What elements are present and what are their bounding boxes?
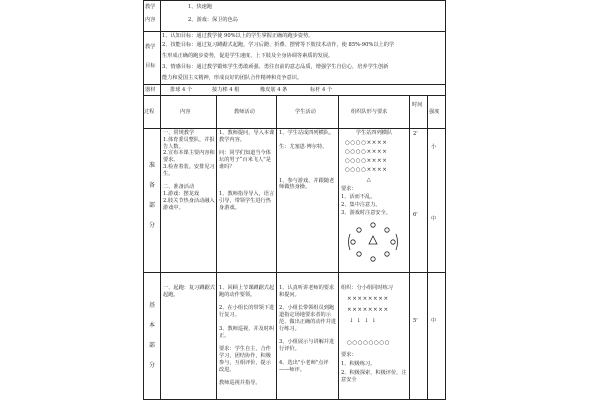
- prep-requirement: 2、集中注意力。: [341, 202, 381, 208]
- col-divider: [160, 0, 161, 400]
- prep-section-label-char: 备: [148, 182, 155, 189]
- basic-section-label-char: 部: [148, 342, 155, 349]
- player-mark: [385, 252, 389, 256]
- prep-requirement: 1、活而不乱。: [341, 194, 376, 200]
- prep-section-label-char: 分: [148, 222, 155, 229]
- prep-time-2: 6': [413, 212, 418, 218]
- col-header-content: 内容: [180, 109, 191, 115]
- prep-formation-row: ○○○○××××: [345, 149, 388, 155]
- basic-org-caption: 组织：分小组同时练习: [341, 285, 393, 291]
- center-triangle-mark: [369, 236, 377, 244]
- player-mark: [385, 228, 389, 232]
- col-header-intensity: 强度: [429, 109, 440, 115]
- prep-formation-row: ○○○○××××: [345, 167, 388, 173]
- prep-teacher-activity: 1、教师提问，导入本课教学内容。 问：同学们知道当今体坛的男子“百米飞人”是谁吗？ 1、教师指导导入，语言引导，带领学生进行热身游戏。: [219, 130, 275, 211]
- col-header-process: 过程: [144, 109, 155, 115]
- content-item-2: 2、游戏：保卫的色岛: [188, 17, 238, 23]
- basic-time: 5': [413, 318, 418, 324]
- content-label-top: 教学: [145, 4, 156, 10]
- player-mark: [371, 223, 375, 227]
- col-divider: [276, 96, 277, 400]
- equipment-label: 器材: [145, 87, 156, 93]
- prep-intensity-1: 小: [431, 144, 437, 150]
- col-header-teacher: 教师活动: [234, 109, 255, 115]
- basic-formation-row: ××××××××: [347, 296, 389, 302]
- basic-content: 一、起跑：复习蹲踞式起跑。: [163, 285, 215, 298]
- equipment-item: 接力棒 4 根: [212, 87, 240, 93]
- basic-requirements-label: 要求：: [341, 352, 357, 358]
- prep-time-1: 2': [413, 131, 418, 137]
- circle-game-diagram: [347, 220, 399, 266]
- basic-section-label-char: 分: [148, 362, 155, 369]
- equipment-item: 标杆 4 个: [310, 87, 333, 93]
- objectives-label-bottom: 目标: [145, 63, 156, 69]
- objective-line: 能力和爱国主义精神，形成良好的团队合作精神和竞争意识。: [162, 75, 303, 81]
- prep-requirement: 3、游戏时注意安全。: [341, 210, 391, 216]
- objective-line: 生形成正确的跑步姿势，促进学生速度、上下肢及全身协调等素质的发展。: [162, 53, 334, 59]
- col-divider: [427, 96, 428, 400]
- row-divider: [143, 84, 446, 85]
- row-divider: [143, 272, 446, 273]
- curve-arrow: [396, 234, 398, 250]
- col-divider: [409, 96, 410, 400]
- prep-requirements-label: 要求：: [341, 186, 357, 192]
- objective-line: 2、技能目标：通过复习蹲踞式起跑，学习后蹬、折叠、摆臂等下肢技术动作，使 85%-90%以上的学: [162, 42, 395, 48]
- teacher-position-mark: △: [366, 177, 372, 183]
- basic-formation-row: ○○○○○○○○: [347, 340, 391, 346]
- prep-formation-row: ○○○○××××: [345, 140, 388, 146]
- basic-requirement: 1、积极练习。: [341, 361, 376, 367]
- objectives-label-top: 教学: [145, 44, 156, 50]
- player-mark: [351, 240, 355, 244]
- col-header-student: 学生活动: [295, 109, 316, 115]
- basic-intensity: 中: [431, 318, 437, 324]
- curve-arrow: [349, 234, 351, 250]
- prep-section-label-char: 准: [148, 162, 155, 169]
- equipment-item: 橡皮筋 4 条: [260, 87, 288, 93]
- basic-formation-arrows: ↓ ↓ ↓ ↓: [349, 318, 377, 324]
- basic-student-activity: 1、认真听讲老师的要求和提问。 2、小组长带领组员到跑道指定场地要求者的示范，做出正确的动作并进行练习。 3、小组展示与讲解并进行评价。 4、选出"小老师"点评——师评。: [279, 285, 337, 373]
- prep-org-caption: 学生站四列横队: [355, 130, 393, 136]
- basic-teacher-activity: 1、回顾上节课蹲踞式起跑的动作要领。 2、在小组长的带领下进行复习。 3、教师巡视，并及时纠正。 要求：学生自主，合作学习，团结协作，积极参与，互相评价，提示改进。 教师巡视并指导。: [219, 285, 275, 387]
- player-mark: [357, 252, 361, 256]
- row-divider: [143, 128, 446, 129]
- prep-section-label-char: 部: [148, 202, 155, 209]
- basic-section-label-char: 本: [148, 322, 155, 329]
- basic-formation-row: ××××××××: [347, 307, 389, 313]
- objective-line: 1、认知目标：通过教学使 90%以上的学生掌握正确的跑步姿势。: [162, 33, 314, 39]
- prep-intensity-2: 中: [431, 216, 437, 222]
- player-mark: [391, 240, 395, 244]
- col-header-organization: 组织队形与要求: [351, 109, 388, 115]
- content-item-1: 1、快速跑: [188, 4, 213, 10]
- basic-requirement: 2、积极探索，积极评价，注意安全: [341, 370, 407, 383]
- prep-content: 一、常规教学 1.体育委员整队，并报告人数。 2.宣布本课主要内容和要求。 3.检查着装。安排见习生。 二、准备活动 1.游戏：摆龙戏 2.肢关节热身活动融入游戏中。: [163, 130, 215, 211]
- prep-formation-row: ○○○○××××: [345, 158, 388, 164]
- prep-student-activity: 1、学生站成四列横队。 生：尤塞恩·博尔特。 1、参与游戏，并跟随老师做热身操。: [279, 130, 335, 191]
- player-mark: [357, 228, 361, 232]
- player-mark: [371, 257, 375, 261]
- basic-section-label-char: 基: [148, 302, 155, 309]
- objective-line: 3、情感目标：通过教学锻炼学生勇敢顽强、勇往直前的意志品质，增强学生自信心，培养学生创新: [162, 64, 389, 70]
- equipment-item: 排球 4 个: [170, 87, 193, 93]
- row-divider: [143, 95, 446, 96]
- col-divider: [216, 96, 217, 400]
- content-label-bottom: 内容: [145, 17, 156, 23]
- col-divider: [338, 96, 339, 400]
- col-header-time: 时间: [412, 102, 423, 108]
- row-divider: [143, 31, 446, 32]
